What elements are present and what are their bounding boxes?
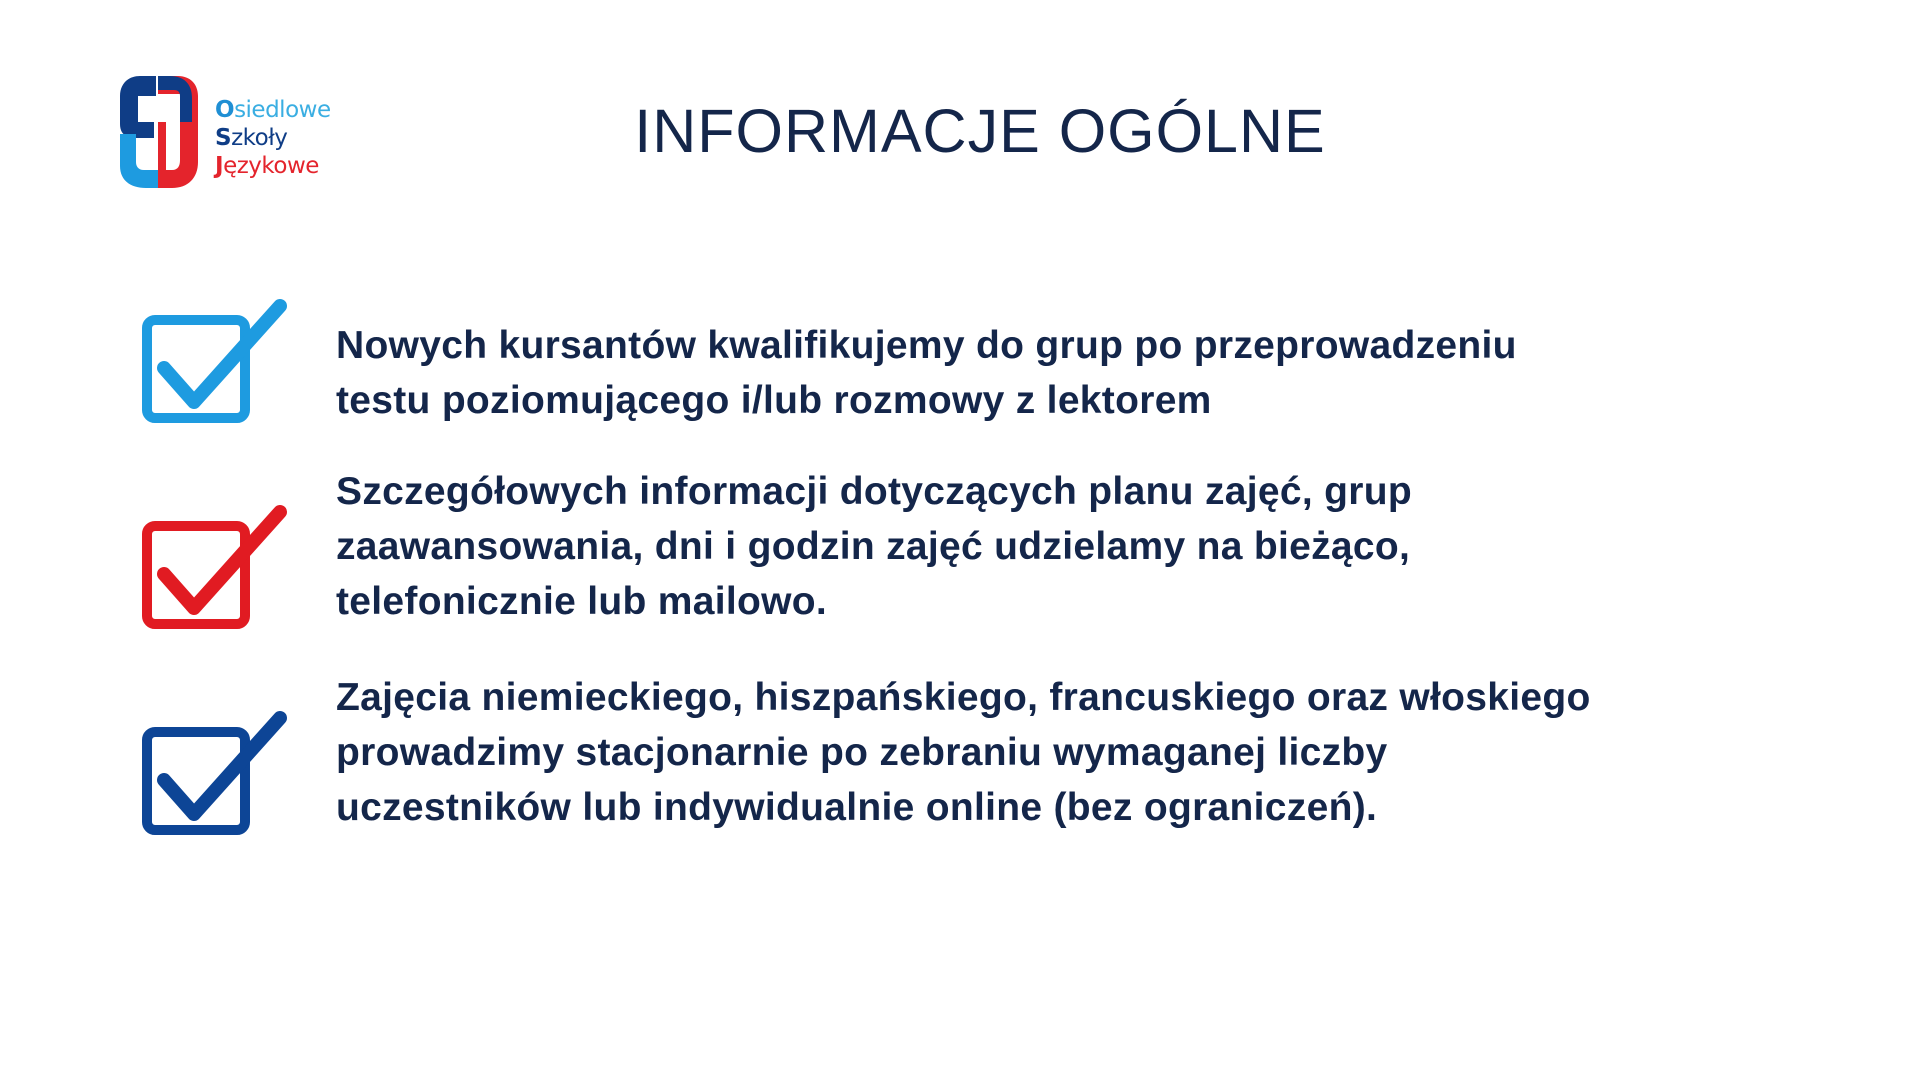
logo-line-3: Językowe bbox=[215, 153, 319, 179]
checkbox-checked-icon bbox=[142, 298, 288, 428]
logo-line-1: Osiedlowe bbox=[215, 97, 331, 123]
info-item-text: Nowych kursantów kwalifikujemy do grup po przeprowadzeniu testu poziomującego i/lub rozmowy z lektorem bbox=[336, 324, 1517, 422]
info-item-text: Zajęcia niemieckiego, hiszpańskiego, francuskiego oraz włoskiego prowadzimy stacjonarnie po zebraniu wymaganej liczby uczestników lub indywidualnie online (bez ograniczeń). bbox=[336, 676, 1591, 829]
logo-line-2: Szkoły bbox=[215, 125, 288, 151]
checkbox-checked-icon bbox=[142, 504, 288, 634]
checkbox-checked-icon bbox=[142, 710, 288, 840]
page-title: INFORMACJE OGÓLNE bbox=[634, 97, 1326, 165]
info-item-text: Szczegółowych informacji dotyczących planu zajęć, grup zaawansowania, dni i godzin zajęć udzielamy na bieżąco, telefonicznie lub mailowo. bbox=[336, 470, 1412, 623]
